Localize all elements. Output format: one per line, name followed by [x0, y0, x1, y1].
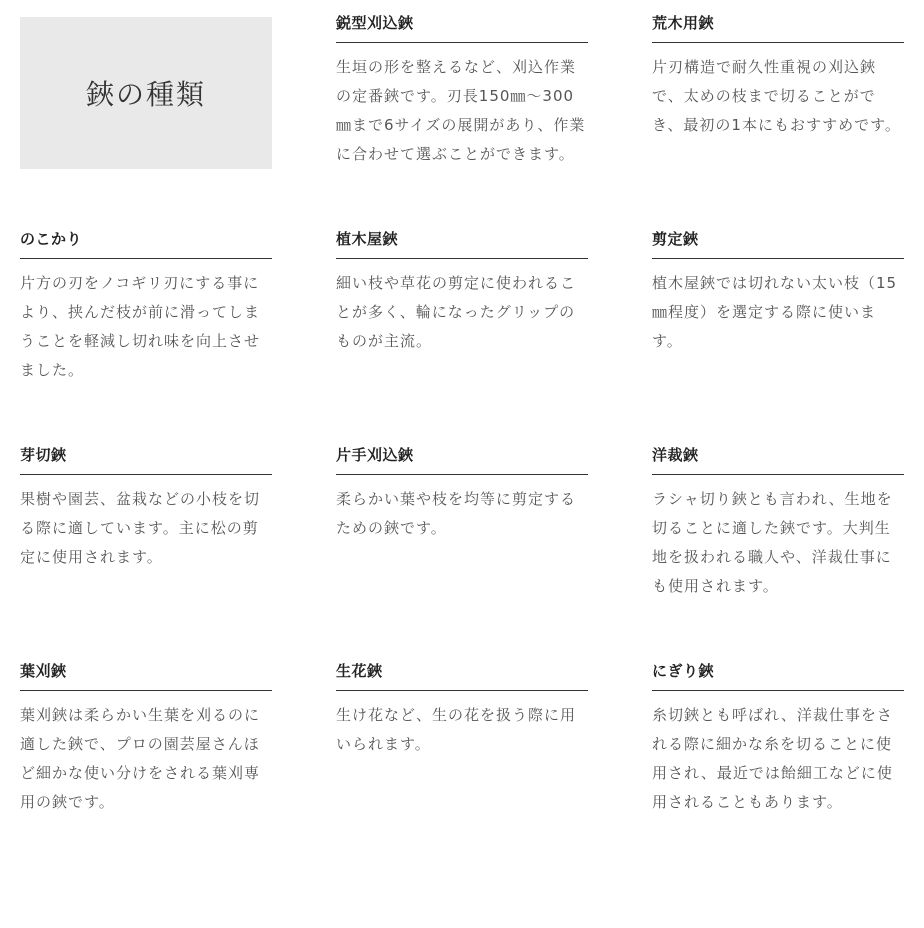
card-katate-karikomi [336, 445, 588, 543]
card-megiri [20, 445, 272, 572]
card-text: 片刃構造で耐久性重視の刈込鋏で、太めの枝まで切ることができ、最初の1本にもおすすめです。 [652, 58, 901, 134]
card-heading: 鋭型刈込鋏 [336, 13, 588, 43]
card-ikebana [336, 661, 588, 759]
card-nokokari [20, 229, 272, 385]
card-heading: 洋裁鋏 [652, 445, 904, 475]
card-text: 細い枝や草花の剪定に使われることが多く、輪になったグリップのものが主流。 [336, 274, 577, 350]
card-uekiya [336, 229, 588, 356]
card-heading: 荒木用鋏 [652, 13, 904, 43]
card-heading: 植木屋鋏 [336, 229, 588, 259]
card-text: 果樹や園芸、盆栽などの小枝を切る際に適しています。主に松の剪定に使用されます。 [20, 490, 261, 566]
card-araki [652, 13, 904, 140]
card-text: 植木屋鋏では切れない太い枝（15㎜程度）を選定する際に使います。 [652, 274, 898, 350]
card-text: 生垣の形を整えるなど、刈込作業の定番鋏です。刃長150㎜～300㎜まで6サイズの展開があり、作業に合わせて選ぶことができます。 [336, 58, 586, 163]
title-box [20, 17, 272, 169]
card-text: 柔らかい葉や枝を均等に剪定するための鋏です。 [336, 490, 577, 537]
card-heading: 生花鋏 [336, 661, 588, 691]
card-nigiri [652, 661, 904, 817]
card-heading: 片手刈込鋏 [336, 445, 588, 475]
card-text: ラシャ切り鋏とも言われ、生地を切ることに適した鋏です。大判生地を扱われる職人や、洋裁仕事にも使用されます。 [652, 490, 893, 595]
card-yousai [652, 445, 904, 601]
card-heading: 芽切鋏 [20, 445, 272, 475]
card-hagari [20, 661, 272, 817]
card-eigata-karikomi [336, 13, 588, 169]
card-heading: にぎり鋏 [652, 661, 904, 691]
card-heading: 葉刈鋏 [20, 661, 272, 691]
card-heading: のこかり [20, 229, 272, 259]
card-text: 片方の刃をノコギリ刃にする事により、挟んだ枝が前に滑ってしまうことを軽減し切れ味を向上させました。 [20, 274, 261, 379]
card-heading: 剪定鋏 [652, 229, 904, 259]
card-text: 糸切鋏とも呼ばれ、洋裁仕事をされる際に細かな糸を切ることに使用され、最近では飴細工などに使用されることもあります。 [652, 706, 893, 811]
card-text: 生け花など、生の花を扱う際に用いられます。 [336, 706, 577, 753]
card-text: 葉刈鋏は柔らかい生葉を刈るのに適した鋏で、プロの園芸屋さんほど細かな使い分けをされる葉刈専用の鋏です。 [20, 706, 261, 811]
page-title: 鋏の種類 [85, 78, 206, 111]
card-sentei [652, 229, 904, 356]
